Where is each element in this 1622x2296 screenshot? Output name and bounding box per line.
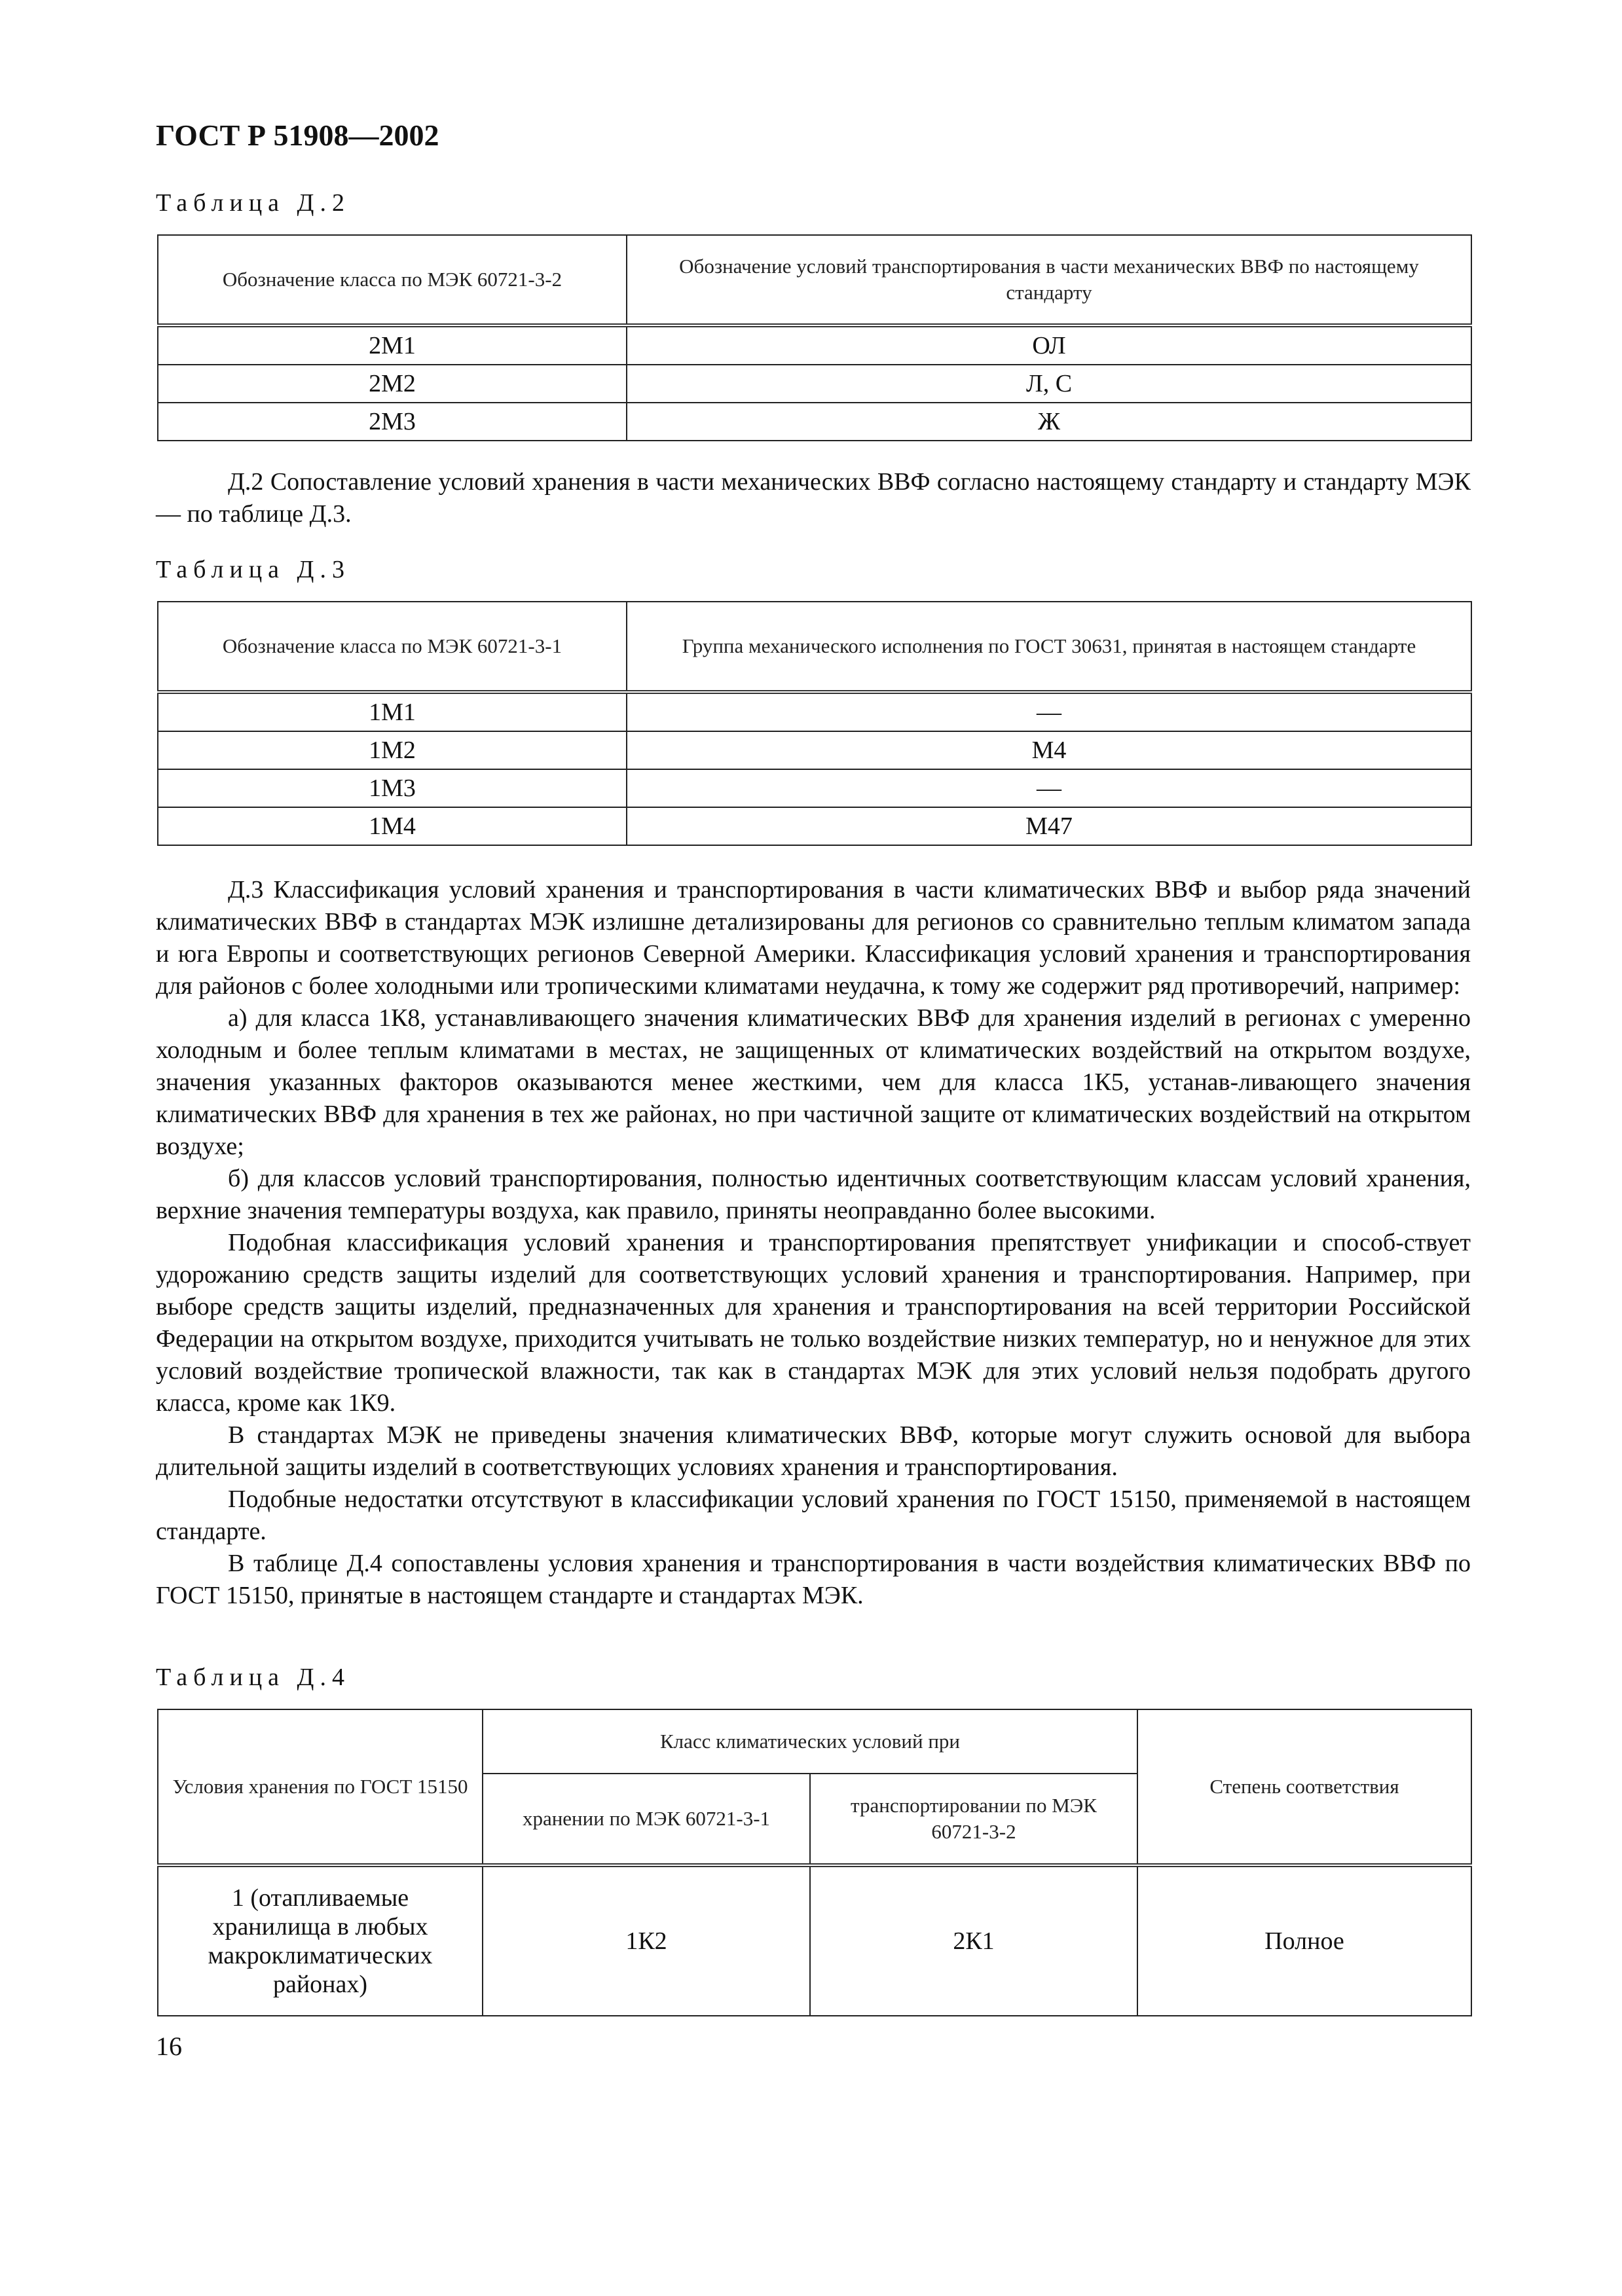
table-d3-header-group: Группа механического исполнения по ГОСТ 30631, принятая в настоящем стандарте [627,602,1471,692]
table-cell: 2М2 [158,365,627,403]
table-d2 [157,234,1472,441]
table-d2-caption: Таблица Д.2 [156,189,350,217]
table-row [158,365,1471,403]
table-d2-header-class: Обозначение класса по МЭК 60721-3-2 [158,235,627,325]
table-row [158,1865,1471,2016]
table-row [158,403,1471,441]
table-cell: Ж [627,403,1471,441]
paragraph: Подобная классификация условий хранения и транспортирования препятствует унификации и способ-ствует удорожанию средств защиты изделий для соответствующих условий хранения и транспортирования. Например, при выборе средств защиты изделий, предназначенных для хранения и транспортирования на всей территории Российской Федерации на открытом воздухе, приходится учитывать не только воздействие низких температур, но и ненужное для этих условий воздействие тропической влажности, так как в стандартах МЭК для этих условий нельзя подобрать другого класса, кроме как 1К9. [156,1229,1471,1417]
table-d4-header-storage: Условия хранения по ГОСТ 15150 [158,1709,483,1865]
page-number: 16 [156,2032,182,2061]
table-d3-caption: Таблица Д.3 [156,556,350,583]
table-d4-caption: Таблица Д.4 [156,1664,350,1691]
paragraph: а) для класса 1К8, устанавливающего значения климатических ВВФ для хранения изделий в регионах с умеренно холодным и более теплым климатами в местах, не защищенных от климатических воздействий на открытом воздухе, значения указанных факторов оказываются менее жесткими, чем для класса 1К5, устанав-ливающего значения климатических ВВФ для хранения в тех же районах, но при частичной защите от климатических воздействий на открытом воздухе; [156,1004,1471,1160]
paragraph: В таблице Д.4 сопоставлены условия хранения и транспортирования в части воздействия климатических ВВФ по ГОСТ 15150, принятые в настоящем стандарте и стандартах МЭК. [156,1550,1471,1609]
table-d3-header-class: Обозначение класса по МЭК 60721-3-1 [158,602,627,692]
table-d4-header-degree: Степень соответствия [1137,1709,1471,1865]
document-header: ГОСТ Р 51908—2002 [156,118,439,152]
table-cell: 2К1 [810,1865,1137,2016]
table-cell: 1М4 [158,807,627,845]
table-d2-header-row [158,235,1471,325]
table-row [158,325,1471,365]
table-cell: 2М3 [158,403,627,441]
table-row [158,807,1471,845]
table-cell: 1М2 [158,731,627,769]
table-cell: М47 [627,807,1471,845]
table-row [158,692,1471,731]
table-cell: 1М3 [158,769,627,807]
table-row [158,769,1471,807]
body-text [156,874,1471,1612]
paragraph: В стандартах МЭК не приведены значения климатических ВВФ, которые могут служить основой для выбора длительной защиты изделий в соответствующих условиях хранения и транспортирования. [156,1421,1471,1481]
table-cell: — [627,692,1471,731]
table-d3 [157,601,1472,846]
paragraph: Д.3 Классификация условий хранения и транспортирования в части климатических ВВФ и выбор ряда значений климатических ВВФ в стандартах МЭК излишне детализированы для регионов со сравнительно теплым климатом запада и юга Европы и соответствующих регионов Северной Америки. Классификация условий хранения и транспортирования для районов с более холодными или тропическими климатами неудачна, к тому же содержит ряд противоречий, например: [156,876,1471,1000]
table-d4-header-storage-iec: хранении по МЭК 60721-3-1 [483,1774,810,1865]
table-cell: 1М1 [158,692,627,731]
table-cell: ОЛ [627,325,1471,365]
table-d4 [157,1709,1472,2016]
table-cell: 1К2 [483,1865,810,2016]
table-cell: Полное [1137,1865,1471,2016]
table-cell: Л, С [627,365,1471,403]
paragraph-d2 [156,466,1471,530]
table-d4-header-transport-iec: транспортировании по МЭК 60721-3-2 [810,1774,1137,1865]
table-row [158,731,1471,769]
table-d3-header-row [158,602,1471,692]
table-d2-header-conditions: Обозначение условий транспортирования в части механических ВВФ по настоящему стандарту [627,235,1471,325]
table-d4-header-row-1 [158,1709,1471,1774]
paragraph: Д.2 Сопоставление условий хранения в части механических ВВФ согласно настоящему стандарту и стандарту МЭК — по таблице Д.3. [156,468,1471,528]
table-cell: М4 [627,731,1471,769]
table-d4-header-class-group: Класс климатических условий при [483,1709,1137,1774]
table-cell: — [627,769,1471,807]
table-cell: 1 (отапливаемые хранилища в любых макроклиматических районах) [158,1865,483,2016]
table-cell: 2М1 [158,325,627,365]
paragraph: Подобные недостатки отсутствуют в классификации условий хранения по ГОСТ 15150, применяемой в настоящем стандарте. [156,1485,1471,1545]
paragraph: б) для классов условий транспортирования, полностью идентичных соответствующим классам условий хранения, верхние значения температуры воздуха, как правило, приняты неоправданно более высокими. [156,1165,1471,1224]
